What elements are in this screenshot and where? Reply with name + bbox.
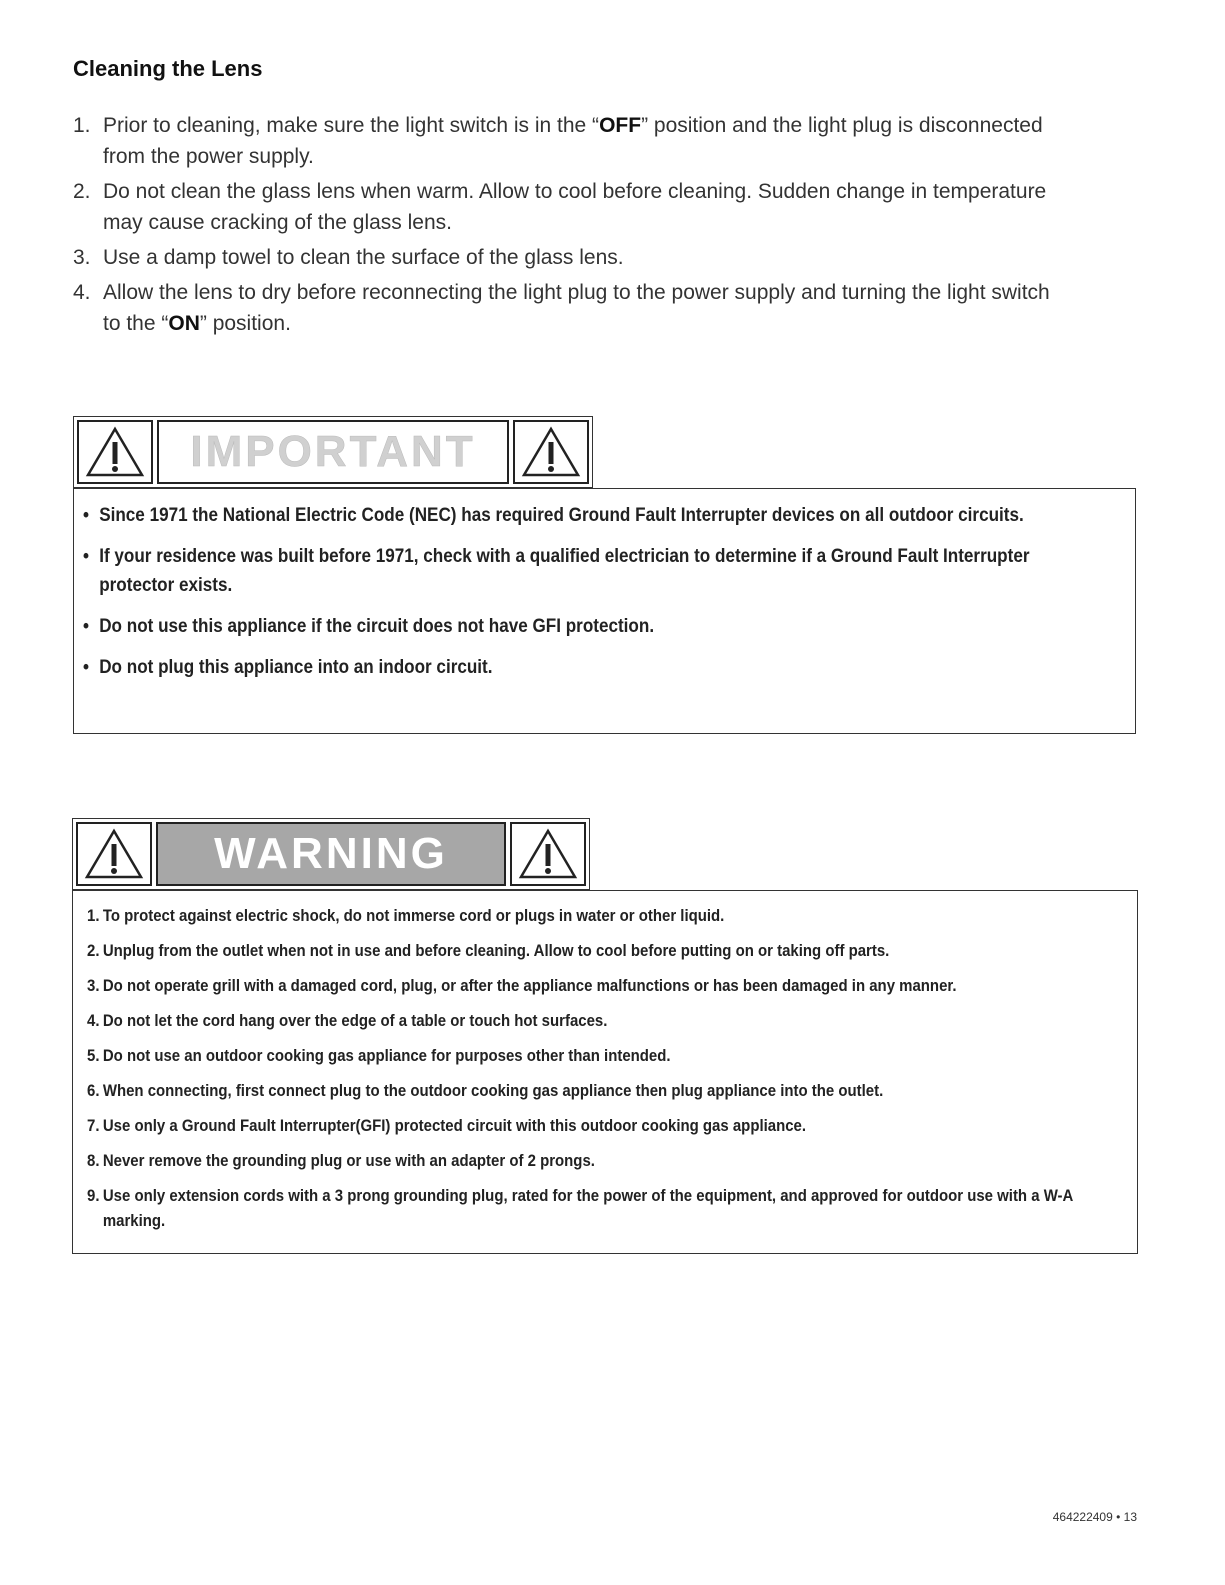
warning-item: 3. Do not operate grill with a damaged cord, plug, or after the appliance malfunctions or has been damaged in any manner. (87, 976, 957, 995)
section-title: Cleaning the Lens (73, 56, 263, 81)
page-footer: 464222409 • 13 (1052, 1510, 1137, 1524)
warning-item: 1. To protect against electric shock, do not immerse cord or plugs in water or other liquid. (87, 906, 725, 925)
step-text: Allow the lens to dry before reconnecting the light plug to the power supply and turning the light switch to the “ (103, 281, 1050, 335)
important-banner (73, 416, 593, 488)
warning-item: 8. Never remove the grounding plug or use with an adapter of 2 prongs. (87, 1151, 595, 1170)
warning-item: 9. Use only extension cords with a 3 prong grounding plug, rated for the power of the equipment, and approved for outdoor use with a W-A marking. (87, 1186, 1073, 1230)
step-text-end: ” position. (199, 312, 291, 335)
bullet: • (83, 546, 89, 567)
warning-item: 6. When connecting, first connect plug to the outdoor cooking gas appliance then plug appliance into the outlet. (87, 1081, 884, 1100)
warning-item: 5. Do not use an outdoor cooking gas appliance for purposes other than intended. (87, 1046, 671, 1065)
warning-triangle-icon (510, 822, 586, 886)
warning-item: 4. Do not let the cord hang over the edge of a table or touch hot surfaces. (87, 1011, 608, 1030)
warning-item: 7. Use only a Ground Fault Interrupter(GFI) protected circuit with this outdoor cooking gas appliance. (87, 1116, 807, 1135)
step-emphasis: OFF (599, 114, 642, 137)
bullet: • (83, 505, 89, 526)
step-number: 1. (73, 114, 91, 137)
step-emphasis: ON (168, 312, 200, 335)
warning-triangle-icon (76, 822, 152, 886)
step-number: 3. (73, 246, 91, 269)
warning-triangle-icon (77, 420, 153, 484)
step-text: Do not clean the glass lens when warm. Allow to cool before cleaning. Sudden change in temperature may cause cracking of the glass lens. (103, 180, 1047, 234)
important-item: • If your residence was built before 1971, check with a qualified electrician to determine if a Ground Fault Interrupter protector exists. (74, 542, 1071, 600)
step-number: 4. (73, 281, 91, 304)
cleaning-step (73, 277, 1073, 339)
warning-label: WARNING (156, 822, 506, 886)
important-list (74, 501, 1135, 682)
warning-banner (72, 818, 590, 890)
warning-item: 2. Unplug from the outlet when not in use and before cleaning. Allow to cool before putting on or taking off parts. (87, 941, 890, 960)
step-text: Use a damp towel to clean the surface of the glass lens. (103, 246, 624, 269)
cleaning-steps (73, 110, 1073, 343)
important-item: • Do not plug this appliance into an indoor circuit. (74, 653, 1071, 682)
cleaning-step (73, 110, 1073, 172)
warning-triangle-icon (513, 420, 589, 484)
warning-list (87, 903, 1137, 1233)
important-panel (73, 488, 1136, 734)
step-text: Prior to cleaning, make sure the light switch is in the “ (103, 114, 600, 137)
important-label: IMPORTANT (157, 420, 509, 484)
cleaning-step (73, 242, 1073, 273)
step-number: 2. (73, 180, 91, 203)
important-item: • Since 1971 the National Electric Code (NEC) has required Ground Fault Interrupter devices on all outdoor circuits. (74, 501, 1071, 530)
warning-panel (72, 890, 1138, 1254)
important-item: • Do not use this appliance if the circuit does not have GFI protection. (74, 612, 1071, 641)
cleaning-step (73, 176, 1073, 238)
bullet: • (83, 657, 89, 678)
step-text-end: ” position and the light plug is disconnected from the power supply. (103, 114, 1043, 168)
bullet: • (83, 616, 89, 637)
